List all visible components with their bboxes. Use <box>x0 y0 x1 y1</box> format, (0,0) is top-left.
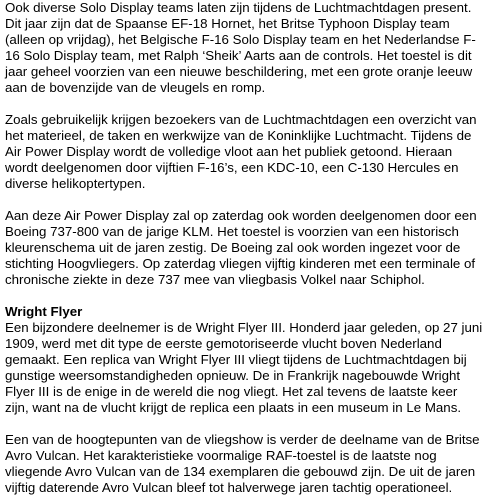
paragraph-avro-vulcan: Een van de hoogtepunten van de vliegshow is verder de deelname van de Britse Avro Vulcan. Het karakteristieke voormalige RAF-toestel is de laatste nog vliegende Avro Vulcan van de 134 exemplaren die gebouwd zijn. De uit de jaren vijftig daterende Avro Vulcan bleef tot halverwege jaren tachtig operationeel. <box>5 432 480 495</box>
heading-wright-flyer: Wright Flyer <box>5 304 83 319</box>
paragraph-solo-display-teams: Ook diverse Solo Display teams laten zijn tijdens de Luchtmachtdagen present. Dit jaar zijn dat de Spaanse EF-18 Hornet, het Britse Typhoon Display team (alleen op vrijdag), het Belgische F-16 Solo Display team en het Nederlandse F-16 Solo Display team, met Ralph ‘Sheik’ Aarts aan de controls. Het toestel is dit jaar geheel voorzien van een nieuwe beschildering, met een grote oranje leeuw aan de bovenzijde van de vleugels en romp. <box>5 0 476 95</box>
paragraph-klm-boeing: Aan deze Air Power Display zal op zaterdag ook worden deelgenomen door een Boeing 737-800 van de jarige KLM. Het toestel is voorzien van een historisch kleurenschema uit de jaren zestig. De Boeing zal ook worden ingezet voor de stichting Hoogvliegers. Op zaterdag vliegen vijftig kinderen met een terminale of chronische ziekte in deze 737 mee van vliegbasis Volkel naar Schiphol. <box>5 208 477 287</box>
paragraph-air-power-display: Zoals gebruikelijk krijgen bezoekers van de Luchtmachtdagen een overzicht van het materieel, de taken en werkwijze van de Koninklijke Luchtmacht. Tijdens de Air Power Display wordt de volledige vloot aan het publiek getoond. Hieraan wordt deelgenomen door vijftien F-16’s, een KDC-10, een C-130 Hercules en diverse helikoptertypen. <box>5 112 477 191</box>
paragraph-wright-flyer: Een bijzondere deelnemer is de Wright Flyer III. Honderd jaar geleden, op 27 juni 1909, werd met dit type de eerste gemotoriseerde vlucht boven Nederland gemaakt. Een replica van Wright Flyer III vliegt tijdens de Luchtmachtdagen bij gunstige weersomstandigheden opnieuw. De in Frankrijk nagebouwde Wright Flyer III is de enige in de wereld die nog vliegt. Het zal tevens de laatste keer zijn, want na de vlucht krijgt de replica een plaats in een museum in Le Mans. <box>5 320 483 415</box>
article-body <box>5 0 483 496</box>
